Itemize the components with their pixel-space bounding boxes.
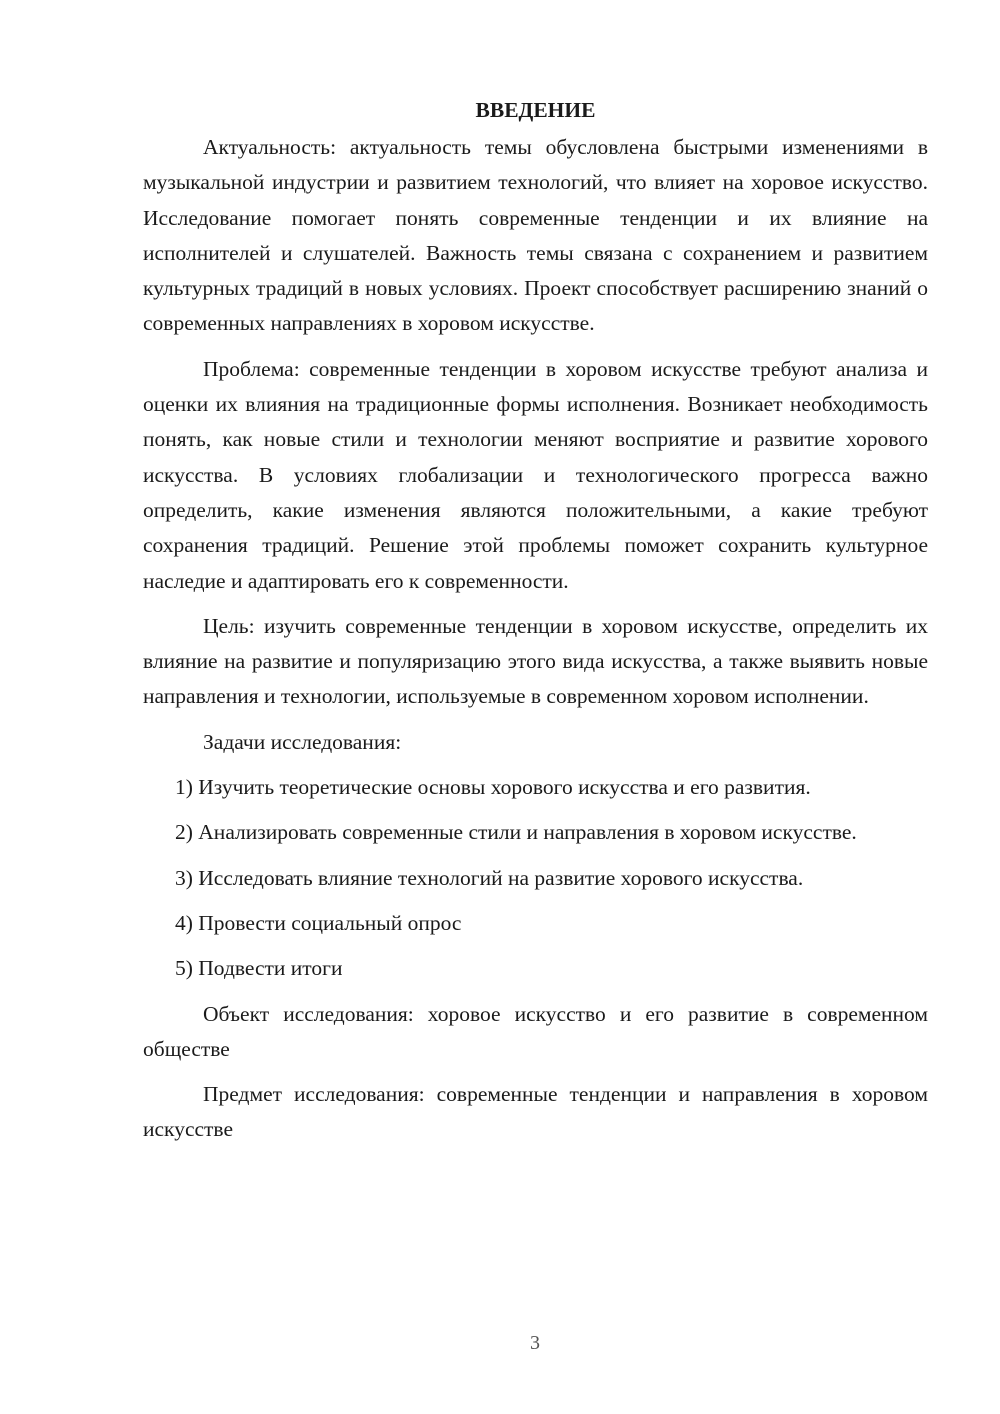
task-item-1: 1) Изучить теоретические основы хорового искусства и его развития. — [175, 775, 811, 800]
task-item-4: 4) Провести социальный опрос — [175, 910, 462, 935]
task-item-3: 3) Исследовать влияние технологий на развитие хорового искусства. — [175, 865, 804, 890]
object-paragraph: Объект исследования: хоровое искусство и его развитие в современном обществе — [143, 1001, 928, 1061]
goal-paragraph: Цель: изучить современные тенденции в хоровом искусстве, определить их влияние на развитие и популяризацию этого вида искусства, а также выявить новые направления и технологии, используемые в современном хоровом исполнении. — [143, 613, 928, 709]
task-item-2: 2) Анализировать современные стили и направления в хоровом искусстве. — [175, 820, 857, 845]
problem-paragraph: Проблема: современные тенденции в хоровом искусстве требуют анализа и оценки их влияния на традиционные формы исполнения. Возникает необходимость понять, как новые стили и технологии меняют восприятие и развитие хорового искусства. В условиях глобализации и технологического прогресса важно определить, какие изменения являются положительными, а какие требуют сохранения традиций. Решение этой проблемы поможет сохранить культурное наследие и адаптировать его к современности. — [143, 356, 928, 593]
page-number: 3 — [530, 1332, 540, 1354]
subject-paragraph: Предмет исследования: современные тенденции и направления в хоровом искусстве — [143, 1082, 928, 1142]
relevance-paragraph: Актуальность: актуальность темы обусловлена быстрыми изменениями в музыкальной индустрии и развитием технологий, что влияет на хоровое искусство. Исследование помогает понять современные тенденции и их влияние на исполнителей и слушателей. Важность темы связана с сохранением и развитием культурных традиций в новых условиях. Проект способствует расширению знаний о современных направлениях в хоровом искусстве. — [143, 135, 928, 336]
task-item-5: 5) Подвести итоги — [175, 956, 343, 981]
document-page — [143, 92, 928, 1158]
page-title: ВВЕДЕНИЕ — [475, 98, 596, 122]
tasks-title: Задачи исследования: — [203, 729, 402, 754]
